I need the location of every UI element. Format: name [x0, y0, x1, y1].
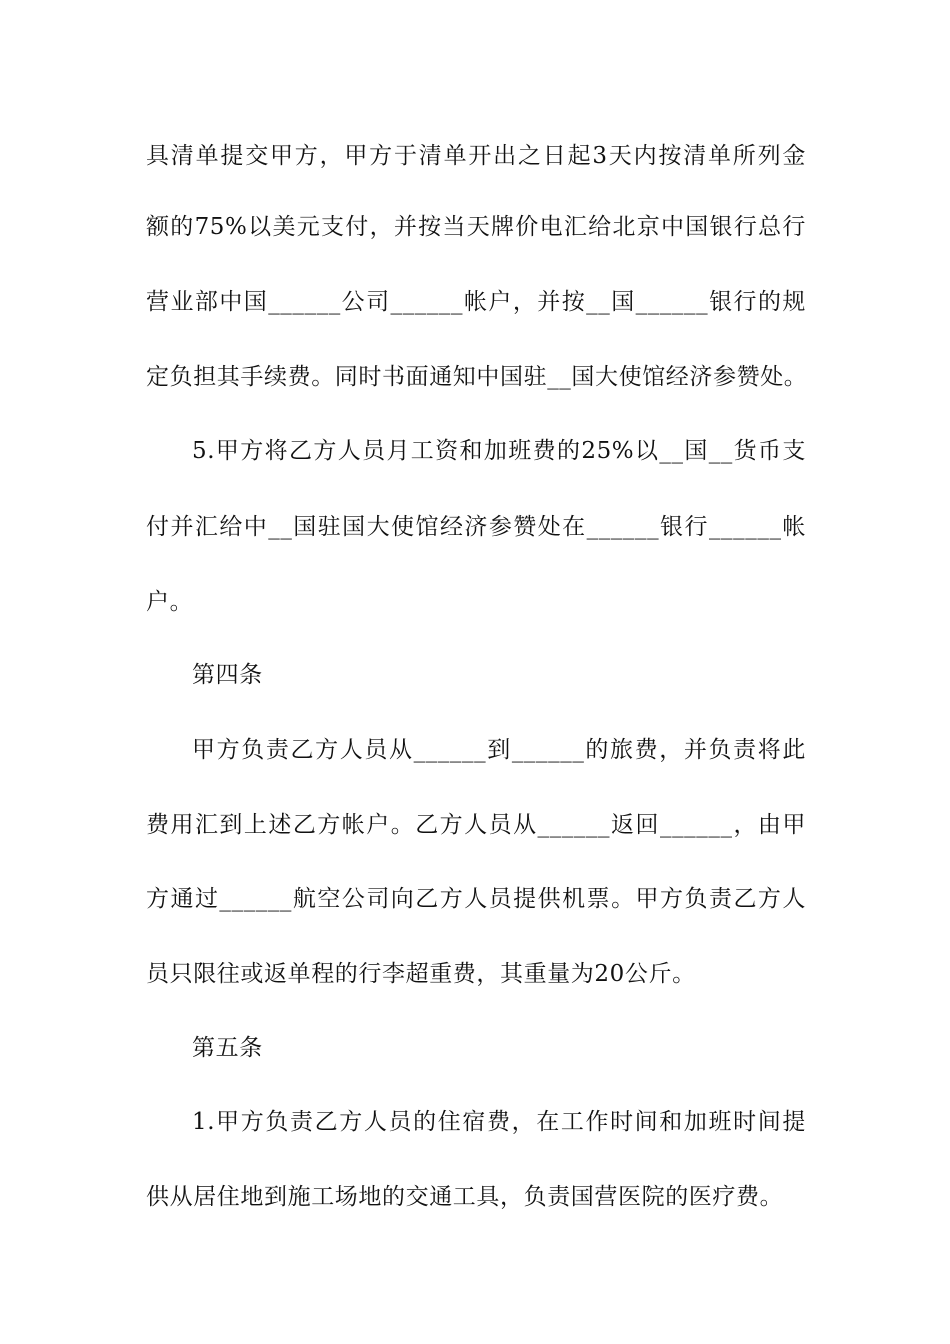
section-heading: 第四条: [192, 662, 263, 688]
text-line: 1.甲方负责乙方人员的住宿费，在工作时间和加班时间提: [192, 1109, 806, 1135]
text-line: 额的75%以美元支付，并按当天牌价电汇给北京中国银行总行: [146, 214, 806, 240]
text-line: 5.甲方将乙方人员月工资和加班费的25%以__国__货币支: [192, 438, 806, 464]
text-line: 付并汇给中__国驻国大使馆经济参赞处在______银行______帐: [146, 514, 806, 540]
text-line: 营业部中国______公司______帐户，并按__国______银行的规: [146, 289, 806, 315]
text-line: 费用汇到上述乙方帐户。乙方人员从______返回______，由甲: [146, 812, 806, 838]
text-line: 供从居住地到施工场地的交通工具，负责国营医院的医疗费。: [146, 1184, 784, 1210]
text-line: 方通过______航空公司向乙方人员提供机票。甲方负责乙方人: [146, 886, 806, 912]
section-heading: 第五条: [192, 1035, 263, 1061]
text-line: 定负担其手续费。同时书面通知中国驻__国大使馆经济参赞处。: [146, 364, 808, 390]
text-line: 具清单提交甲方，甲方于清单开出之日起3天内按清单所列金: [146, 143, 806, 169]
text-line: 户。: [146, 589, 194, 615]
text-line: 甲方负责乙方人员从______到______的旅费，并负责将此: [192, 737, 806, 763]
text-line: 员只限往或返单程的行李超重费，其重量为20公斤。: [146, 961, 696, 987]
